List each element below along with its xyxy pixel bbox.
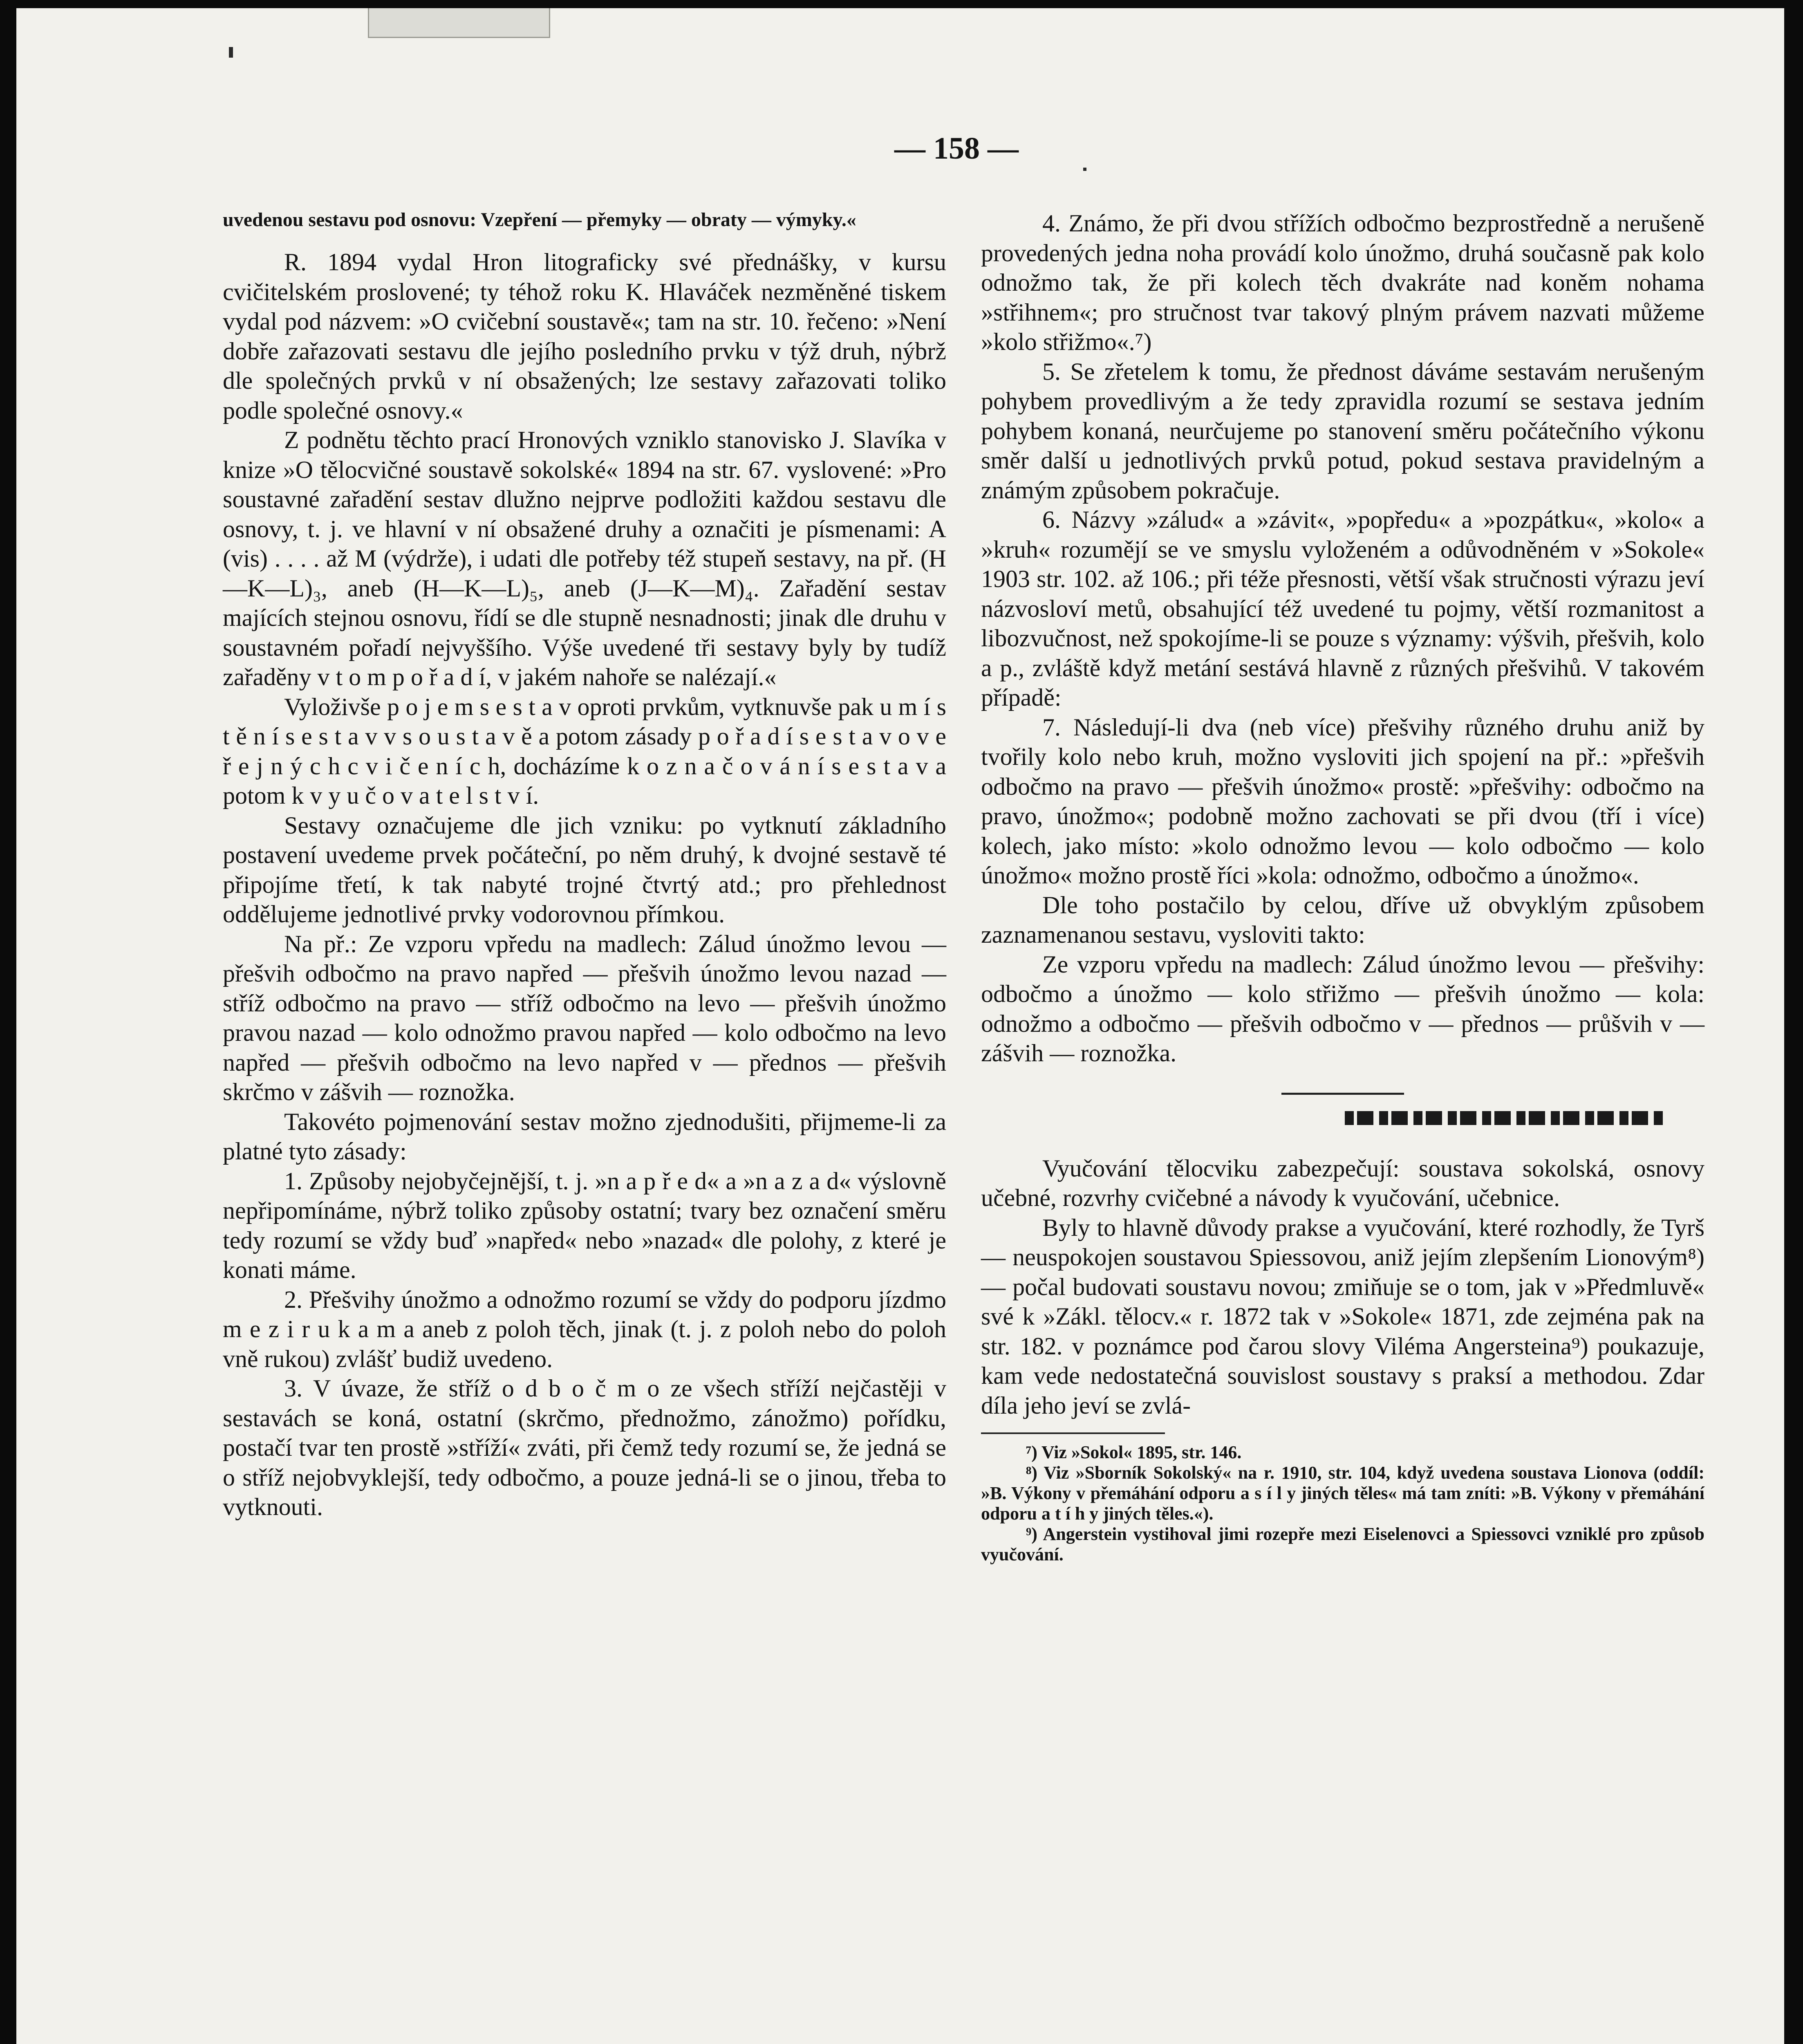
list-item: 6. Názvy »zálud« a »závit«, »popředu« a »pozpátku«, »kolo« a »kruh« rozumějí se ve smyslu vyloženém a odůvodněném v »Sokole« 1903 str. 102. až 106.; při téže přesnosti, větší však stručnosti výrazu jeví názvosloví metů, obsahující též uvedené tu pojmy, větší rozmanitost a libozvučnost, než spokojíme-li se pouze s významy: výšvih, přešvih, kolo a p., zvláště když metání sestává hlavně z různých přešvihů. V takovém případě: [981,506,1704,711]
paragraph: Vyloživše p o j e m s e s t a v oproti prvkům, vytknuvše pak u m í s t ě n í s e s t a v v s o u s t a v ě a potom zásady p o ř a d í s e s t a v o v e ř e j n ý c h c v i č e n í c h, docházíme k o z n a č o v á n í s e s t a v a potom k v y u č o v a t e l s t v í. [223,693,946,809]
left-column [223,208,946,1522]
list-item: 5. Se zřetelem k tomu, že přednost dáváme sestavám nerušeným pohybem provedlivým a že tedy zpravidla rozumí se sestava jedním pohybem konaná, neurčujeme po stanovení směru počátečního výkonu směr další u jednotlivých prvků potud, pokud sestava pravidelným a známým způsobem pokračuje. [981,358,1704,504]
footnote-rule [981,1432,1165,1434]
tape-strip [368,8,550,38]
list-item: 4. Známo, že při dvou střížích odbočmo bezprostředně a nerušeně provedených jedna noha provádí kolo únožmo, druhá současně pak kolo odnožmo tak, že při kolech těch dvakráte nad koněm nohama »střihnem«; pro stručnost tvar takový plným právem nazvati můžeme »kolo střižmo«.⁷) [981,210,1704,355]
section-divider [1281,1093,1404,1095]
paragraph: Z podnětu těchto prací Hronových vzniklo stanovisko J. Slavíka v knize »O tělocvičné soustavě sokolské« 1894 na str. 67. vyslovené: »Pro soustavné zařadění sestav dlužno nejprve podložiti každou sestavu dle osnovy, t. j. ve hlavní v ní obsažené druhy a označiti je písmenami: A (vis) . . . . až M (výdrže), i udati dle potřeby též stupeň sestavy, na př. (H—K—L)₃, aneb (H—K—L)₅, aneb (J—K—M)₄. Zařadění sestav majících stejnou osnovu, řídí se dle stupně nesnadnosti; jinak dle druhu v soustavném pořadí nejvyššího. Výše uvedené tři sestavy byly by tudíž zařaděny v t o m p o ř a d í, v jakém nahoře se nalézají.« [223,426,946,690]
footnote: ⁸) Viz »Sborník Sokolský« na r. 1910, str. 104, když uvedena soustava Lionova (oddíl: »B. Výkony v přemáhání odporu a s í l y jiných těles« má tam zníti: »B. Výkony v přemáhání odporu a t í h y jiných těles.«). [981,1463,1704,1524]
scanned-page [16,8,1784,2044]
paragraph: Na př.: Ze vzporu vpředu na madlech: Zálud únožmo levou — přešvih odbočmo na pravo napřed — přešvih únožmo levou nazad — stříž odbočmo na pravo — stříž odbočmo na levo — přešvih únožmo pravou nazad — kolo odnožmo pravou napřed — kolo odbočmo na levo napřed — přešvih odbočmo na levo napřed v — přednos — přešvih skrčmo v zášvih — roznožka. [223,930,946,1105]
list-item: 7. Následují-li dva (neb více) přešvihy různého druhu aniž by tvořily kolo nebo kruh, možno vysloviti jich spojení na př.: »přešvih odbočmo na pravo — přešvih únožmo« prostě: »přešvihy: odbočmo na pravo, únožmo«; podobně možno zachovati se při dvou (tří i více) kolech, jako místo: »kolo odnožmo levou — kolo odbočmo — kolo únožmo« možno prostě říci »kola: odnožmo, odbočmo a únožmo«. [981,713,1704,889]
paragraph: Ze vzporu vpředu na madlech: Zálud únožmo levou — přešvihy: odbočmo a únožmo — kolo střižmo — přešvih únožmo — kola: odnožmo a odbočmo — přešvih odbočmo v — přednos — průšvih v — zášvih — roznožka. [981,950,1704,1067]
paragraph: uvedenou sestavu pod osnovu: Vzepření — přemyky — obraty — výmyky.« [223,209,856,231]
list-item: 1. Způsoby nejobyčejnější, t. j. »n a p ř e d« a »n a z a d« výslovně nepřipomínáme, nýbrž toliko způsoby ostatní; tvary bez označení směru tedy rozumí se vždy buď »napřed« nebo »nazad« dle polohy, z které je konati máme. [223,1167,946,1283]
list-item: 3. V úvaze, že stříž o d b o č m o ze všech stříží nejčastěji v sestavách se koná, ostatní (skrčmo, přednožmo, zánožmo) pořídku, postačí tvar ten prostě »stříží« zváti, při čemž tedy rozumí se, že jedná se o stříž nejobvyklejší, tedy odbočmo, a pouze jedná-li se o jinou, třeba to vytknouti. [223,1375,946,1520]
list-item: 2. Přešvihy únožmo a odnožmo rozumí se vždy do podporu jízdmo m e z i r u k a m a aneb z poloh těch, jinak (t. j. z poloh nebo do poloh vně rukou) zvlášť budiž uvedeno. [223,1286,946,1372]
ornament-divider [1345,1111,1664,1125]
footnote: ⁷) Viz »Sokol« 1895, str. 146. [1026,1442,1242,1462]
paragraph: Sestavy označujeme dle jich vzniku: po vytknutí základního postavení uvedeme prvek počáteční, po něm druhý, k dvojné sestavě té připojíme třetí, k tak nabyté trojné čtvrtý atd.; pro přehlednost oddělujeme jednotlivé prvky vodorovnou přímkou. [223,811,946,928]
paragraph: R. 1894 vydal Hron litograficky své přednášky, v kursu cvičitelském proslovené; ty téhož roku K. Hlaváček nezměněné tiskem vydal pod názvem: »O cvičební soustavě«; tam na str. 10. řečeno: »Není dobře zařazovati sestavu dle jejího posledního prvku v týž druh, nýbrž dle společných prvků v ní obsažených; lze sestavy zařazovati toliko podle společné osnovy.« [223,249,946,424]
paragraph: Dle toho postačilo by celou, dříve už obvyklým způsobem zaznamenanou sestavu, vysloviti takto: [981,891,1704,948]
right-column [981,208,1704,1565]
paragraph: Byly to hlavně důvody prakse a vyučování, které rozhodly, že Tyrš — neuspokojen soustavou Spiessovou, aniž jejím zlepšením Lionovým⁸) — počal budovati soustavu novou; zmiňuje se o tom, jak v »Předmluvě« své k »Zákl. tělocv.« r. 1872 tak v »Sokole« 1871, zde zejména pak na str. 182. v poznámce pod čarou slovy Viléma Angersteina⁹) poukazuje, kam vede nedostatečná souvislost soustavy s praksí a methodou. Zdar díla jeho jeví se zvlá- [981,1214,1704,1419]
scan-speck [229,47,233,58]
scan-speck [1083,168,1086,171]
paragraph: Takovéto pojmenování sestav možno zjednodušiti, přijmeme-li za platné tyto zásady: [223,1108,946,1165]
page-number: — 158 — [894,131,1019,166]
footnote: ⁹) Angerstein vystihoval jimi rozepře mezi Eiselenovci a Spiessovci vzniklé pro způsob vyučování. [981,1524,1704,1564]
section-intro: Vyučování tělocviku zabezpečují: soustava sokolská, osnovy učebné, rozvrhy cvičebné a návody k vyučování, učebnice. [981,1154,1704,1211]
